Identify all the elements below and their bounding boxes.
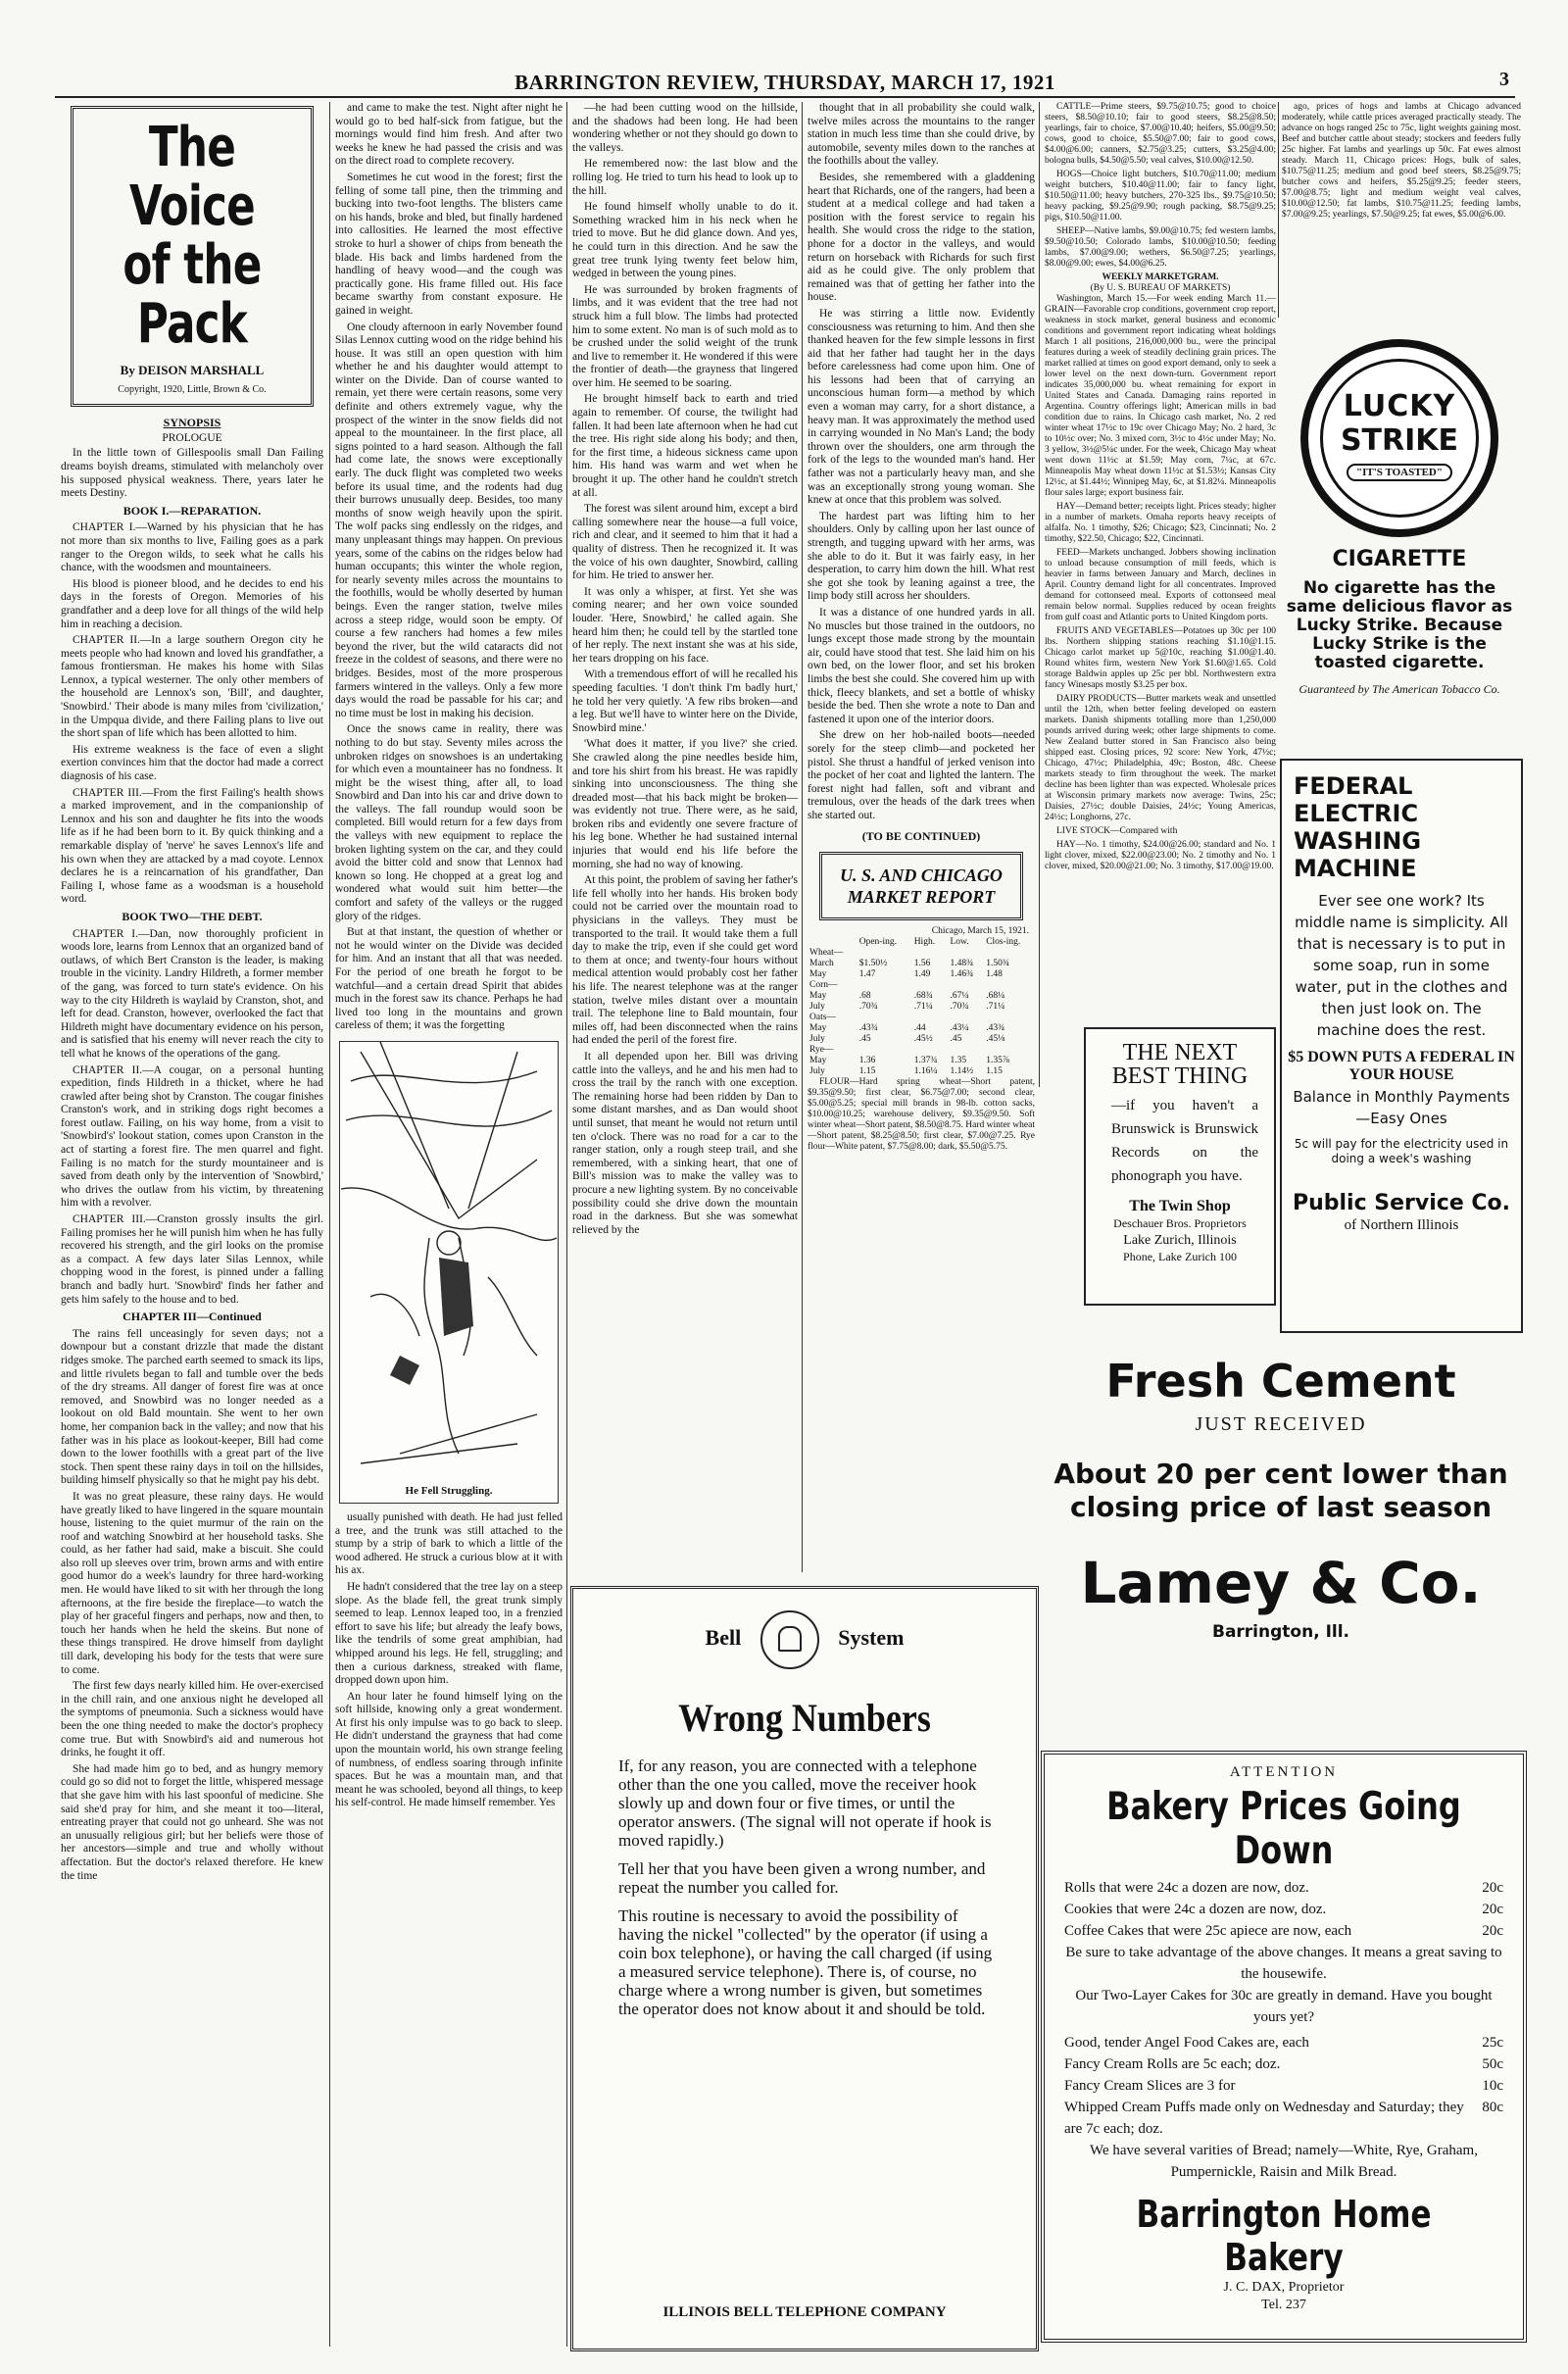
ad-fineprint: 5c will pay for the electricity used in doing a week's washing [1294,1137,1509,1165]
price-item [1064,1920,1503,1942]
ad-town: Lake Zurich, Illinois [1123,1233,1237,1248]
table-cell: .68¾ [913,991,933,1002]
table-cell [912,1013,949,1023]
page-number: 3 [1499,69,1509,90]
column-rule [802,102,803,1572]
illustration-image [340,1042,558,1473]
table-cell: 1.14½ [950,1066,974,1077]
table-row [808,959,1035,969]
ad-note: Our Two-Layer Cakes for 30c are greatly in demand. Have you bought yours yet? [1075,1988,1493,2025]
ad-paragraph: If, for any reason, you are connected with a telephone other than the one you called, move the receiver hook slowly up and down four or five times, or until the operator answers. (The signal will not operate if hook is moved rapidly.) [618,1756,992,1850]
story-byline: By DEISON MARSHALL [120,363,265,377]
market-column-6 [1282,102,1521,308]
story-column-3 [572,102,798,1572]
ad-note: Be sure to take advantage of the above changes. It means a great saving to the housewife. [1065,1945,1502,1982]
book1-heading: BOOK I.—REPARATION. [122,503,262,518]
price-item-label: Fancy Cream Rolls are 5c each; doz. [1064,2056,1281,2072]
story-paragraph: The forest was silent around him, except a bird calling somewhere near the house—a full voice, rich and clear, and it seemed to him that it had a quality of distress. Then he recognized it. It was the voice of his own daughter, Snowbird, calling for him. He tried to answer her. [572,503,798,582]
prologue-text: In the little town of Gillespoolis small Dan Failing dreams boyish dreams, stimulated with melancholy over his supposed physical weakness. There, years later he meets Destiny. [61,447,323,500]
table-cell: Wheat— [809,948,844,959]
table-row [808,969,1035,980]
market-paragraph: HAY—No. 1 timothy, $24.00@26.00; standard and No. 1 light clover, mixed, $22.00@23.00; No. 2 timothy and No. 1 clover, mixed, $20.00@21.00; No. 3 timothy, $17.00@19.00. [1045,840,1276,871]
story-paragraph: 'What does it matter, if you live?' she cried. She crawled along the pine needles beside him, and tore his shirt from his breast. He was rapidly sinking into unconsciousness. The thing she dreaded most—that his back might be broken—was evidently not true. There were, as he said, broken ribs and evidently one severe fracture of his leg bone. Whether he had sustained internal injuries that would end his life before the morning, she had no way of knowing. [572,738,798,870]
story-paragraph: One cloudy afternoon in early November found Silas Lennox cutting wood on the ridge behind his house. It was still an open question with him whether he and his daughter would attempt to winter on the Divide. Dan of course wanted to remain, yet there were certain reasons, some very definite and others extremely vague, why the prospect of the winter in the snow fields did not appeal to the mountaineer. In the first place, all signs pointed to a hard season. Although the fall had come late, the snows were exceptionally early. The duck flight was completed two weeks before its usual time, and the rodents had dug their burrows unusually deep. Besides, too many months of snow weigh heavily upon the spirit. The wolf packs sing endlessly on the ridges, and many unpleasant things may happen. On previous years, some of the cabins on the ridges below had human occupants; this winter the whole region, for nearly seventy miles across the mountains to the foothills, would be wholly deserted by human beings. Even the ranger station, twelve miles across a steep ridge, would soon be empty. Of course a few ranchers had homes a few miles beyond the river, but the wild cataracts did not freeze in the coldest of seasons, and there were no bridges. Besides, most of the more prosperous farmers wintered in the valleys. Only a few more days would the road be passable for his car; and no time must be lost in making his decision. [335,321,563,719]
table-cell [912,948,949,959]
table-cell: Oats— [809,1013,836,1023]
story-column-2 [335,102,563,2347]
market-table-body [808,948,1035,1077]
table-header: Clos-ing. [986,937,1021,948]
ad-owner: Deschauer Bros. Proprietors [1113,1216,1247,1230]
synopsis-paragraph: CHAPTER I.—Warned by his physician that he has not more than six months to live, Failing goes as a park ranger to the Oregon wilds, to seek what he calls his chance, with the woodsmen and mountaineers. [61,521,323,574]
ad-note: We have several varities of Bread; namely—White, Rye, Graham, Pumpernickle, Raisin and Milk Bread. [1090,2143,1478,2180]
logo-word-2: STRIKE [1340,423,1459,458]
synopsis-paragraph: CHAPTER III.—From the first Failing's health shows a marked improvement, and in the companionship of Lennox and his son and daughter he fits into the woods life as if he had been born to it. By quick thinking and a remarkable display of 'nerve' he saves Lennox's life and his own when they are attacked by a mad coyote. Lennox declares he is a reincarnation of his grandfather, Dan Failing I, whose fame as a woodsman is a household word. [61,786,323,906]
table-cell [912,980,949,991]
bell-header-right: System [838,1625,905,1651]
story-title-box [71,106,314,407]
table-row [808,1066,1035,1077]
price-item-label: Whipped Cream Puffs made only on Wednesday and Saturday; they are 7c each; doz. [1064,2100,1464,2137]
ad-attention: ATTENTION [1229,1764,1339,1780]
table-cell: .43¾ [986,1023,1005,1034]
table-header-row [808,937,1035,948]
table-cell: 1.49 [913,969,931,980]
ad-signature: Guaranteed by The American Tobacco Co. [1298,682,1500,696]
table-header: Low. [950,937,969,948]
table-cell: .68¼ [986,991,1005,1002]
story-paragraph: He was stirring a little now. Evidently consciousness was returning to him. And then she thanked heaven for the few simple lessons in first aid that her father had taught her in the days before carelessness had come upon him. One of his lessons had been that of carrying an unconscious human form—a method by which even a woman may carry, for a short distance, a heavy man. It was approximately the method used in carrying wounded in No Man's Land; the body thrown over the shoulders, one arm through the fork of the legs to the wounded man's hand. Her father was not a particularly heavy man, and she was an exceptionally strong young woman. She knew at once that this problem was solved. [808,307,1035,507]
table-cell: .68 [858,991,871,1002]
price-item-price: 80c [1482,2100,1503,2115]
table-row [808,1056,1035,1066]
story-column-4 [808,102,1035,1572]
table-cell: .45½ [913,1034,933,1045]
bell-telephone-ad [570,1586,1039,2351]
table-cell: Corn— [809,980,838,991]
story-illustration [339,1041,559,1504]
ad-body [573,1756,1036,2018]
synopsis-paragraph: His extreme weakness is the face of even a slight exertion convinces him that the doctor had made a correct diagnosis of his case. [61,743,323,783]
column-rule [566,102,567,2347]
price-item [1064,2075,1503,2097]
story-paragraph: He remembered now: the last blow and the rolling log. He tried to turn his head to look up to the hill. [572,158,798,197]
table-cell: 1.15 [986,1066,1003,1077]
chapter-continued-heading: CHAPTER III—Continued [122,1310,262,1324]
price-item-price: 20c [1482,1923,1503,1939]
market-paragraph: FRUITS AND VEGETABLES—Potatoes up 30c per 100 lbs. Northern shipping stations reaching $1.10@1.15. Chicago carlot market up 5@10c, reaching $1.00@1.40. Round whites firm, western New York $1.60@1.65. Cold storage Baldwin apples up 25c per bbl. Northwestern extra fancy Winesaps mostly $3.25 per box. [1045,626,1276,690]
table-cell: $1.50½ [858,959,888,969]
table-cell [984,980,1035,991]
ad-subhead: JUST RECEIVED [1195,1413,1367,1435]
table-cell [948,1045,984,1056]
lucky-strike-logo-inner [1320,359,1479,518]
table-cell: .71¼ [986,1002,1005,1013]
table-cell [984,1013,1035,1023]
table-cell: July [809,1002,825,1013]
ad-phone: Phone, Lake Zurich 100 [1123,1250,1237,1263]
to-be-continued: (TO BE CONTINUED) [861,829,981,844]
marketgram-source: (By U. S. BUREAU OF MARKETS) [1090,283,1231,293]
story-title-line2: of the Pack [122,233,262,356]
price-item-label: Good, tender Angel Food Cakes are, each [1064,2035,1309,2051]
price-list [1045,2028,1523,2140]
price-item-label: Rolls that were 24c a dozen are now, doz. [1064,1880,1309,1896]
table-cell: 1.48¾ [950,959,974,969]
story-paragraph: It all depended upon her. Bill was driving cattle into the valleys, and he and his men had to cross the trail by the ranch with one exception. The remaining horse had been ridden by Dan to some distant marshes, and as Dan would shoot until sunset, that meant he would not return until ten o'clock. There was no road for a car to the ranger station, only a rough steep trail, and she remembered, with a sinking heart, that one of Bill's mission was to make the valley was to procure a new lighting system. By no conceivable possibility could she drive down the mountain road in the darkness. But she was somewhat relieved by the [572,1050,798,1236]
story-title-line1: The Voice [128,116,256,238]
ad-headline: THE NEXT BEST THING [1111,1040,1249,1089]
table-row [808,1034,1035,1045]
synopsis-paragraph: CHAPTER II.—In a large southern Oregon city he meets people who had known and loved his grandfather, a famous frontiersman. He makes his home with Silas Lennox, a typical westerner. The only other members of the household are Lennox's son, 'Bill', and daughter, 'Snowbird.' Their abode is many miles from 'civilization,' in the Umpqua divide, and there Failing plans to live out the short span of life which has been allotted to him. [61,634,323,740]
market-paragraph: FEED—Markets unchanged. Jobbers showing inclination to unload because consumption of mill feeds, which is heavier in farms between January and March, declines in April. Country demand light for all concentrates. Improved demand for cottonseed meal. Exports of cottonseed meal remain below normal. Supplies reduced by ocean freights from gulf coast and Atlantic ports to United Kingdom ports. [1045,548,1276,622]
price-item-label: Coffee Cakes that were 25c apiece are now, each [1064,1923,1352,1939]
prologue-heading: PROLOGUE [162,431,222,444]
table-cell: 1.46¾ [950,969,974,980]
market-paragraph: LIVE STOCK—Compared with [1056,826,1178,836]
market-paragraph: CATTLE—Prime steers, $9.75@10.75; good to choice steers, $8.50@10.10; fair to good steers, $8.25@8.50; yearlings, fair to choice, $7.00@10.40; heifers, $5.00@9.50; cows, good to choice, $5.50@7.00; fair to good cows, $4.00@6.00; canners, $2.75@3.25; cutters, $3.25@4.00; bologna bulls, $4.50@5.50; veal calves, $10.00@12.50. [1045,102,1276,166]
story-paragraph: She drew on her hob-nailed boots—needed sorely for the steep climb—and pocketed her pistol. She thrust a handful of jerked venison into the pocket of her coat and lighted the lantern. The forest night had fallen, soft and vibrant and tremulous, over the heads of the dark trees when she started out. [808,729,1035,821]
story-paragraph: He brought himself back to earth and tried again to remember. Of course, the twilight had fallen. It had been late afternoon when he had cut the tree. His right side along his body; and then, for the first time, a hideous sickness came upon him. His hand was warm and wet when he brought it up. The other hand he couldn't stretch at all. [572,393,798,499]
price-item [1064,2097,1503,2140]
table-cell: .44 [913,1023,926,1034]
ad-proprietor: J. C. DAX, Proprietor [1223,2280,1345,2295]
synopsis-heading: SYNOPSIS [163,416,221,430]
synopsis-paragraph: His blood is pioneer blood, and he decides to end his days in the forests of Oregon. Memories of his grandfather and a deep love for all things of the wild help him in reaching a decision. [61,577,323,630]
table-cell [948,980,984,991]
masthead-title: BARRINGTON REVIEW, THURSDAY, MARCH 17, 1921 [514,71,1055,94]
bell-header-left: Bell [705,1625,742,1651]
logo-badge: "IT'S TOASTED" [1347,464,1452,481]
ad-sponsor-sub: of Northern Illinois [1344,1217,1459,1233]
price-item-price: 20c [1482,1880,1503,1896]
table-cell: .45⅛ [986,1034,1005,1045]
table-header: High. [913,937,936,948]
table-cell [858,980,912,991]
lucky-strike-logo [1300,339,1498,537]
market-paragraph: DAIRY PRODUCTS—Butter markets weak and unsettled until the 12th, when better feeling developed on eastern markets. Danish shipments totalling more than 1,250,000 pounds arrived during week; other large shipments to come. New Zealand butter stored in San Francisco also being shipped east. Closing prices, 92 score: New York, 47½c; Chicago, 47½c; Philadelphia, 49c; Boston, 48c. Cheese markets steady to firm throughout the week. The market decline has been lighter than was expected. Wholesale prices at Wisconsin primary markets now average: Twins, 25c; Daisies, 27½c; double Daisies, 24½c; Young Americas, 24½c; Longhorns, 27c. [1045,694,1276,822]
market-table-block [808,926,1035,1153]
ad-sponsor: Public Service Co. [1292,1191,1511,1215]
story-paragraph: He was surrounded by broken fragments of limbs, and it was evident that the tree had not struck him a full blow. The limbs had protected him to some extent. No man is of such mold as to be crushed under the solid weight of the trunk and live to remember it. He wondered if this were the frontier of death—the grayness that lingered over him. He seemed to be soaring. [572,283,798,389]
price-item [1064,1877,1503,1899]
table-cell: 1.35⅞ [986,1056,1009,1066]
ad-body: No cigarette has the same delicious flavor as Lucky Strike. Because Lucky Strike is the toasted cigarette. [1286,578,1513,672]
table-cell: 1.50¾ [986,959,1009,969]
story-paragraph: —he had been cutting wood on the hillside, and the shadows had been long. He had been wondering whether or not they should go down to the valleys. [572,102,798,154]
story-paragraph: But at that instant, the question of whether or not he would winter on the Divide was decided for him. And an instant that all that was needed. For the period of one breath he forgot to be watchful—and a certain dread Spirit that abides much in the forest saw its chance. Perhaps he had lived too long in the mountains and grown careless of them; it was the forgetting [335,926,563,1032]
table-row [808,948,1035,959]
table-row [808,1045,1035,1056]
illustration-caption: He Fell Struggling. [405,1485,493,1498]
price-item-price: 50c [1482,2056,1503,2072]
ad-business-name: Barrington Home Bakery [1136,2193,1432,2279]
story-paragraph: He found himself wholly unable to do it. Something wracked him in his neck when he tried to move. But he did glance down. And yes, he could turn in this direction. And he saw the great tree trunk lying twenty feet below him, wedged in between the young pines. [572,201,798,280]
ad-paragraph: Tell her that you have been given a wrong number, and repeat the number you called for. [618,1859,986,1897]
ad-headline: FEDERAL ELECTRIC WASHING MACHINE [1294,772,1422,882]
table-cell: .67¼ [950,991,969,1002]
table-cell: .70¾ [858,1002,878,1013]
table-cell: .70¾ [950,1002,969,1013]
story-paragraph: thought that in all probability she could walk, twelve miles across the mountains to the ranger station in much less time than she could drive, by automobile, seventy miles down to the ranches at the foothills about the valley. [808,102,1035,168]
column-rule [1278,102,1279,318]
table-cell: .45 [950,1034,962,1045]
table-cell: 1.36 [858,1056,876,1066]
bakery-ad [1041,1751,1527,2343]
price-item [1064,2053,1503,2075]
market-dateline: Chicago, March 15, 1921. [931,926,1029,937]
table-cell: .71¼ [913,1002,933,1013]
market-paragraph: HAY—Demand better; receipts light. Prices steady; higher in a number of markets. Omaha reports heavy receipts of alfalfa. No. 1 timothy, $26; Chicago; $23, Cincinnati; No. 2 timothy, $22.50, Chicago; $22, Cincinnati. [1045,502,1276,544]
table-cell: 1.56 [913,959,931,969]
table-cell: 1.47 [858,969,876,980]
federal-washer-ad [1280,759,1523,1333]
table-cell: 1.16¼ [913,1066,938,1077]
table-row [808,1013,1035,1023]
synopsis-paragraph: CHAPTER III.—Cranston grossly insults the girl. Failing promises her he will punish him when he has fully recovered his strength, and the girl looks on the promise as a compact. A few days later Silas Lennox, while chopping wood in the forest, is pinned under a falling branch and badly hurt. 'Snowbird' finds her father and gets him safely to the house and to bed. [61,1213,323,1306]
lucky-strike-ad [1280,321,1519,696]
price-item [1064,1899,1503,1920]
market-paragraph: Washington, March 15.—For week ending March 11.—GRAIN—Favorable crop conditions, government crop report, weakness in stock market, general business and economic conditions and government report indicating wheat holdings March 1 all positions, 216,000,000 bu., were the principal features during a week of steadily declining grain prices. The market rallied at times on good export demand, only to seek a lower level on the next down-turn. Government report indicates 35,000,000 bu. wheat remaining for export in United States and Canada. Damaging rains reported in Argentina. Country offerings light; American mills in bad condition due to rains. In Chicago cash market, No. 2 red winter wheat 17½c to 19c over Chicago May; No. 2 hard, 3c to 10½c over; No. 3 mixed corn, 3½c to 4½c under May; No. 3 yellow, 3½@5¼c under. For the week, Chicago May wheat went down 11½c at $1.59; May corn, 7¼c, at 67c. Minneapolis May wheat down 11½c at $1.53½; Kansas City 12½c, at $1.44½; Winnipeg May, 6c, at $1.82¼. Minneapolis flour sales large; export business fair. [1045,294,1276,498]
price-item-label: Cookies that were 24c a dozen are now, doz. [1064,1902,1327,1917]
story-paragraph: It was no great pleasure, these rainy days. He would have greatly liked to have lingered in the square mountain house, listening to the quiet murmur of the rain on the roof and watching Snowbird at her household tasks. She could, as her father had said, make a biscuit. She could also roll up sleeves over trim, brown arms and with entire good humor do a week's laundry for three hard-working men. He would have liked to sit with her through the long afternoons, at the fire beside the fireplace—to watch the play of her graceful fingers and perhaps, now and then, to touch her hands when he held the skeins. But none of these things transpired. He drove himself from daylight till dark, developing his body for the tests that were sure to come. [61,1490,323,1676]
story-paragraph: The hardest part was lifting him to her shoulders. Only by calling upon her last ounce of strength, and tugging upward with her arms, was she able to do it. But it was fairly easy, in her desperation, to carry him down the hill. What rest she got she took by leaning against a tree, the limp body still across her shoulders. [808,510,1035,603]
table-row [808,980,1035,991]
market-report-title: U. S. AND CHICAGO MARKET REPORT [819,852,1023,920]
market-column [1045,102,1276,1018]
table-cell: 1.48 [986,969,1003,980]
story-paragraph: She had made him go to bed, and as hungry memory could go so did not to forget the little, whispered message that she gave him with his last spoonful of medicine. She said she'd pray for him, and she meant it too—literal, entreating prayer that could not go unheard. She was not an unusually religious girl; but her beliefs were those of her ancestors—simple and true and wholly without affectation. But the doctor's relaxed therefore. He knew the time [61,1762,323,1882]
story-paragraph: It was only a whisper, at first. Yet she was coming nearer; and her own voice sounded louder. 'Here, Snowbird,' he called again. She heard him then; he could tell by the startled tone of her reply. The next instant she was at his side, her tears dropping on his face. [572,585,798,665]
story-paragraph: Besides, she remembered with a gladdening heart that Richards, one of the rangers, had been a student at a medical college and had taken a position with the forest service to regain his health. She would cross the ridge to the station, phone for a doctor in the valleys, and would return on horseback with Richards for such first aid as he could give. The only problem that remained was that of getting her father into the house. [808,171,1035,304]
price-list [1045,1873,1523,1942]
story-paragraph: It was a distance of one hundred yards in all. No muscles but those trained in the outdoors, no lungs except those made strong by the mountain air, could have stood that test. She laid him on his own bed, on the lower floor, and set his broken limbs the best she could. She covered him up with thick, fleecy blankets, and set a bottle of whisky beside the bed. Then she wrote a note to Dan and fastened it upon one of the interior doors. [808,606,1035,725]
table-cell: 1.37¾ [913,1056,938,1066]
table-cell: May [809,991,827,1002]
story-paragraph: usually punished with death. He had just felled a tree, and the trunk was still attached to the stump by a strip of bark to which a little of the wood adhered. He struck a curious blow at it with his ax. [335,1510,563,1577]
price-item-price: 20c [1482,1902,1503,1917]
story-paragraph: The rains fell unceasingly for seven days; not a downpour but a constant drizzle that made the distant ridges smoke. The parched earth seemed to smack its lips, and little rivulets began to fall and tumble over the beds of the dry streams. All danger of forest fire was at once removed, and Snowbird was no longer needed as a lookout on old Bald mountain. She went to her own home, her companion back in the valley; and now that his father was in his place as lookout-keeper, Bill had come down to the lower foothills with a great part of the live stock. Then spent these rainy days in toil on the hillsides, building himself physically so that he might pay his debt. [61,1327,323,1487]
story-paragraph: and came to make the test. Night after night he would go to bed half-sick from fatigue, but the mornings would find him fresh. And after two weeks he knew he had passed the crisis and was on the direct road to complete recovery. [335,102,563,168]
price-item-price: 10c [1482,2078,1503,2094]
table-cell: March [809,959,834,969]
market-table [808,937,1035,1077]
table-cell: .43¾ [858,1023,878,1034]
table-cell: May [809,1056,827,1066]
page-header [55,69,1515,98]
marketgram-heading: WEEKLY MARKETGRAM. [1102,272,1219,282]
bell-logo-icon [760,1610,819,1669]
market-paragraph: ago, prices of hogs and lambs at Chicago advanced moderately, while cattle prices averaged practically steady. The advance on hogs ranged 25c to 75c, light weights gaining most. Beef and butcher cattle about steady; stockers and feeders fully 25c higher. Fat lambs and yearlings up 50c. Fat ewes almost steady. March 11, Chicago prices: Hogs, bulk of sales, $10.75@11.25; medium and good beef steers, $8.25@9.75; butcher cows and heifers, $5.25@9.25; feeder steers, $7.00@8.75; light and medium weight veal calves, $10.00@12.50; fat lambs, $10.75@11.25; feeding lambs, $7.00@9.25; yearlings, $7.50@9.25; fat ewes, $5.00@6.00. [1282,102,1521,220]
ad-offer: $5 DOWN PUTS A FEDERAL IN YOUR HOUSE [1288,1049,1515,1083]
lamey-cement-ad [1043,1341,1519,1713]
ad-headline: Bakery Prices Going Down [1106,1785,1461,1873]
table-cell [948,1013,984,1023]
story-paragraph: The first few days nearly killed him. He over-exercised in the chill rain, and one anxious night he developed all the symptoms of pneumonia. Such a sickness would have been the one thing needed to make the doctor's prophecy come true. But with Snowbird's aid and numerous hot drinks, he fought it off. [61,1680,323,1759]
story-paragraph: Sometimes he cut wood in the forest; first the felling of some tall pine, then the trimming and bucking into two-foot lengths. The blisters came on his hands, broke and bled, but finally hardened into callosities. He learned the most effective stroke to hurl a shower of chips from beneath the blade. His back and limbs hardened from the handling of heavy wood—and the cough was practically gone. His frame filled out. His face became swarthy from constant exposure. He gained in weight. [335,171,563,317]
ad-body: Ever see one work? Its middle name is simplicity. All that is necessary is to put in some soap, run in some water, put in the clothes and then just look on. The machine does the rest. [1295,892,1508,1039]
table-cell [984,948,1035,959]
table-row [808,1002,1035,1013]
ad-shop-name: The Twin Shop [1129,1198,1231,1214]
table-cell: May [809,969,827,980]
table-header [808,937,858,948]
ad-offer: About 20 per cent lower than closing price of last season [1054,1458,1508,1523]
logo-word-1: LUCKY [1343,389,1456,423]
ad-company: Lamey & Co. [1080,1550,1482,1616]
brunswick-ad [1084,1027,1276,1306]
bell-header [573,1610,1036,1669]
story-column-1 [61,102,323,2347]
table-cell: May [809,1023,827,1034]
table-cell: July [809,1034,825,1045]
ad-offer-terms: Balance in Monthly Payments—Easy Ones [1293,1088,1510,1127]
table-cell: July [809,1066,825,1077]
ad-headline: Fresh Cement [1105,1355,1456,1408]
table-cell: .45 [858,1034,871,1045]
table-cell [984,1045,1035,1056]
market-paragraph: HOGS—Choice light butchers, $10.70@11.00; medium weight butchers, $10.40@11.00; fair to fancy light, $10.50@11.00; heavy butchers, 270-325 lbs., $9.75@10.50; heavy packing, $9.25@9.90; rough packing, $8.75@9.25; pigs, $10.50@11.00. [1045,170,1276,223]
story-copyright: Copyright, 1920, Little, Brown & Co. [118,383,267,395]
story-paragraph: An hour later he found himself lying on the soft hillside, knowing only a great wonderment. At first his only impulse was to go back to sleep. He didn't understand the grayness that had come upon the mountain world, his own strange feeling of numbness, of endless soaring through infinite spaces. But he was a mountain man, and that meant he was schooled, beyond all things, to keep his self-control. He made himself remember. Yes [335,1690,563,1809]
table-cell [912,1045,949,1056]
ad-town: Barrington, Ill. [1211,1622,1350,1642]
synopsis-paragraph: CHAPTER I.—Dan, now thoroughly proficient in woods lore, learns from Lennox that an organized band of outlaws, of which Bert Cranston is the leader, is making trouble in the vicinity. Landry Hildreth, a former member of the gang, was forced to turn state's evidence. On his way to the city Hildreth is waylaid by Cranston, shot, and left for dead. Cranston, however, overlooked the fact that Hildreth might have documentary evidence on his person, and is satisfied that his enemy will never reach the city to tell what he knows of the operations of the gang. [61,927,323,1060]
table-cell: 1.35 [950,1056,967,1066]
story-paragraph: With a tremendous effort of will he recalled his speeding faculties. 'I don't think I'm badly hurt,' he told her very quietly. 'A few ribs broken—and a leg. But we'll have to winter here on the Divide, Snowbird mine.' [572,668,798,734]
ad-company: ILLINOIS BELL TELEPHONE COMPANY [662,2304,947,2320]
table-cell: Rye— [809,1045,834,1056]
price-item-price: 25c [1482,2035,1503,2051]
ad-body: —if you haven't a Brunswick is Brunswick Records on the phonograph you have. [1111,1098,1258,1184]
ad-subhead: CIGARETTE [1332,547,1467,571]
ad-phone: Tel. 237 [1261,2298,1306,2312]
table-row [808,991,1035,1002]
story-paragraph: Once the snows came in reality, there was nothing to do but stay. Seventy miles across the unbroken ridges on snowshoes is an undertaking for which even a mountaineer has no fondness. It might be the wisest thing, after all, to load Snowbird and Dan into his car and drive down to the valleys. The fall roundup would soon be completed. Bill would return for a few days from the valleys with new equipment to replace the broken lighting system on the car, and they could avoid the bitter cold and snow that Lennox had known so long. He chopped at a great log and wondered what would suit him better—the comfort and safety of the valleys or the rugged glory of the ridges. [335,723,563,922]
story-paragraph: He hadn't considered that the tree lay on a steep slope. As the blade fell, the great trunk simply seemed to leap. Lennox leaped too, in a frenzied effort to save his life; but already the leafy bows, like the tendrils of some great amphibian, had whipped around his legs. He fell, struggling; and then a curious darkness, streaked with flame, dropped down upon him. [335,1580,563,1687]
price-item-label: Fancy Cream Slices are 3 for [1064,2078,1236,2094]
table-cell [858,1045,912,1056]
book2-heading: BOOK TWO—THE DEBT. [122,909,263,923]
synopsis-paragraph: CHAPTER II.—A cougar, on a personal hunting expedition, finds Hildreth in a thicket, where he had crawled after being shot by Cranston. The cougar finishes Cranston's work, and in striking dogs right becomes a forest outlaw. Failing, on his way home, from a visit to 'Snowbird's' lookout station, comes upon Cranston in the act of starting a forest fire. The men quarrel and fight. Failing is no match for the sturdy mountaineer and is saved from death only by the intervention of 'Snowbird,' who drives the outlaw from his victim, by threatening him with a revolver. [61,1063,323,1210]
market-paragraph: FLOUR—Hard spring wheat—Short patent, $9.35@9.50; first clear, $6.75@7.00; second clear, $5.00@5.25; special mill brands in 98-lb. cotton sacks, $10.00@10.25; warehouse delivery, $9.35@9.50. Soft winter wheat—Short patent, $8.50@8.75. Hard winter wheat—Short patent, $8.25@8.50; first clear, $7.00@7.25. Rye flour—White patent, $7.75@8.00; dark, $5.50@5.75. [808,1077,1035,1153]
table-cell [858,1013,912,1023]
table-cell [858,948,912,959]
story-paragraph: At this point, the problem of saving her father's life fell wholly into her hands. His broken body could not be carried over the mountain road to physicians in the valleys. They must be transported to the trail. It would take them a full day to make the trip, even if she could get word to them at once; and twenty-four hours without medical attention would probably cost her father his life. The nearest telephone was at the ranger station, twelve miles distant over a mountain trail. The telephone line to Bald mountain, four miles off, had been disconnected when the rains had ended the peril of the forest fire. [572,874,798,1047]
table-cell [948,948,984,959]
price-item [1064,2032,1503,2053]
ad-headline: Wrong Numbers [678,1696,931,1740]
column-rule [329,102,330,2347]
market-paragraph: SHEEP—Native lambs, $9.00@10.75; fed western lambs, $9.50@10.50; Colorado lambs, $10.00@10.50; feeding lambs, $7.00@9.00; wethers, $6.50@7.25; yearlings, $8.00@9.00; ewes, $4.00@6.25. [1045,226,1276,269]
ad-paragraph: This routine is necessary to avoid the possibility of having the nickel "collected" by the operator (if using a coin box telephone), or having the call charged (if using a measured service telephone). There is, of course, no charge where a wrong number is given, but sometimes the operator does not know about it and should be told. [618,1906,993,2018]
table-row [808,1023,1035,1034]
table-cell: .43¼ [950,1023,969,1034]
table-header: Open-ing. [858,937,897,948]
column-rule [1039,102,1040,1087]
table-cell: 1.15 [858,1066,876,1077]
